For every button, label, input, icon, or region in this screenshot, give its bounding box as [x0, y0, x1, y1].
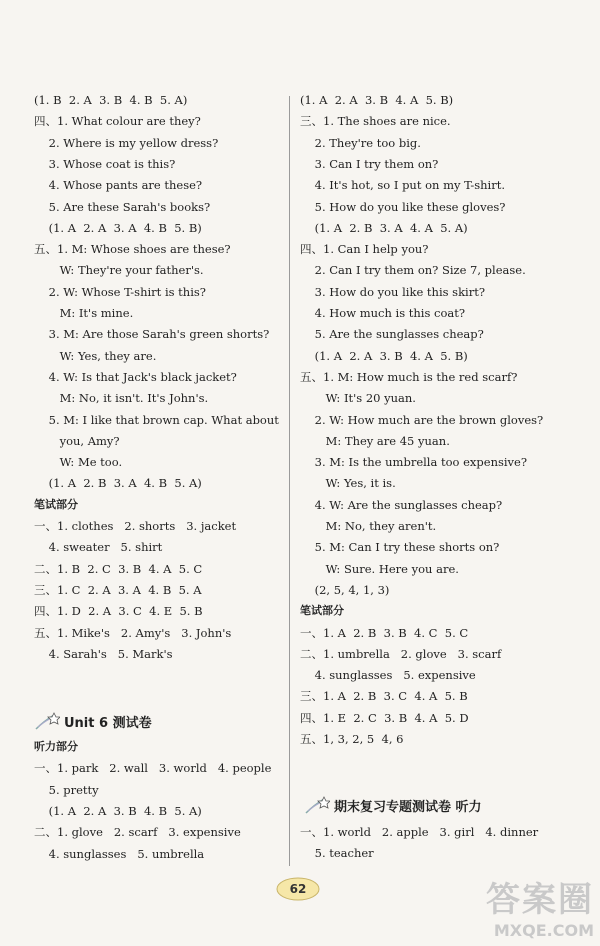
answer-line: W: Yes, it is.: [300, 476, 396, 491]
answer-line: 五、1. M: How much is the red scarf?: [300, 369, 518, 384]
site-watermark: [486, 872, 594, 940]
answer-line: (1. A 2. B 3. A 4. B 5. A): [34, 476, 202, 491]
final-review-heading: [304, 795, 482, 815]
answer-line: 3. Whose coat is this?: [34, 156, 176, 171]
watermark-url: MXQE.COM: [493, 921, 594, 940]
answer-line: 听力部分: [34, 740, 78, 753]
answer-line: 3. M: Are those Sarah's green shorts?: [34, 327, 270, 342]
answer-line: 五、1. Mike's 2. Amy's 3. John's: [34, 625, 232, 640]
answer-line: 四、1. What colour are they?: [34, 114, 201, 129]
answer-line: W: Me too.: [34, 455, 123, 470]
answer-line: 3. How do you like this skirt?: [300, 284, 486, 299]
answer-line: 4. sunglasses 5. umbrella: [34, 846, 205, 861]
answer-line: 4. How much is this coat?: [300, 306, 466, 320]
answer-line: 4. W: Is that Jack's black jacket?: [34, 369, 237, 384]
answer-line: W: They're your father's.: [34, 263, 204, 278]
answer-line: W: Yes, they are.: [34, 348, 157, 363]
answer-line: 一、1. clothes 2. shorts 3. jacket: [34, 519, 237, 533]
page-number: [275, 876, 321, 902]
answer-line: 三、1. A 2. B 3. C 4. A 5. B: [300, 689, 468, 704]
answer-line: 四、1. E 2. C 3. B 4. A 5. D: [300, 710, 469, 725]
unit6-heading: [34, 711, 152, 731]
answer-line: 3. Can I try them on?: [300, 156, 439, 171]
answer-line: 三、1. C 2. A 3. A 4. B 5. A: [34, 582, 202, 597]
answer-line: 4. Whose pants are these?: [34, 178, 203, 193]
background-watermark: [250, 580, 271, 650]
answer-line: 三、1. The shoes are nice.: [300, 114, 451, 129]
watermark-logo-text: 答案圈: [486, 880, 594, 920]
answer-line: (2, 5, 4, 1, 3): [300, 582, 390, 597]
answer-line: 4. Sarah's 5. Mark's: [34, 646, 173, 661]
answer-line: 二、1. umbrella 2. glove 3. scarf: [300, 646, 502, 661]
answer-line: 5. teacher: [300, 846, 374, 861]
answer-line: 二、1. glove 2. scarf 3. expensive: [34, 825, 241, 840]
answer-line: M: No, it isn't. It's John's.: [34, 391, 209, 406]
answer-line: 一、1. park 2. wall 3. world 4. people: [34, 761, 272, 776]
answer-line: M: It's mine.: [34, 306, 134, 320]
answer-line: 五、1. M: Whose shoes are these?: [34, 242, 231, 257]
answer-line: 一、1. A 2. B 3. B 4. C 5. C: [300, 625, 469, 640]
answer-line: (1. A 2. A 3. B 4. A 5. B): [300, 93, 454, 107]
answer-line: 二、1. B 2. C 3. B 4. A 5. C: [34, 561, 203, 576]
answer-line: 4. sunglasses 5. expensive: [300, 668, 476, 683]
answer-line: W: It's 20 yuan.: [300, 391, 416, 406]
answer-line: 五、1, 3, 2, 5 4, 6: [300, 732, 404, 746]
shooting-star-icon: [34, 711, 60, 731]
answer-line: 5. M: I like that brown cap. What about: [34, 412, 279, 427]
answer-line: 一、1. world 2. apple 3. girl 4. dinner: [300, 825, 539, 839]
page-number-text: 62: [289, 882, 307, 896]
answer-line: 4. sweater 5. shirt: [34, 540, 163, 555]
answer-line: 2. Can I try them on? Size 7, please.: [300, 263, 526, 278]
answer-line: 4. W: Are the sunglasses cheap?: [300, 497, 503, 512]
answer-line: 笔试部分: [34, 497, 78, 511]
answer-line: 5. pretty: [34, 782, 99, 797]
answer-line: (1. A 2. A 3. B 4. B 5. A): [34, 803, 202, 818]
answer-line: 3. M: Is the umbrella too expensive?: [300, 455, 528, 470]
answer-line: (1. A 2. A 3. A 4. B 5. B): [34, 220, 202, 235]
answer-line: 笔试部分: [300, 604, 344, 618]
answer-line: 四、1. Can I help you?: [300, 242, 429, 257]
answer-line: 2. W: Whose T-shirt is this?: [34, 284, 206, 299]
final-review-heading-text: 期末复习专题测试卷 听力: [334, 799, 482, 815]
answer-line: (1. B 2. A 3. B 4. B 5. A): [34, 93, 188, 107]
answer-line: you, Amy?: [34, 433, 120, 448]
answer-line: M: They are 45 yuan.: [300, 433, 450, 448]
answer-line: 四、1. D 2. A 3. C 4. E 5. B: [34, 604, 203, 619]
answer-line: 2. They're too big.: [300, 135, 421, 150]
answer-line: 2. W: How much are the brown gloves?: [300, 412, 544, 427]
answer-line: 5. M: Can I try these shorts on?: [300, 540, 500, 555]
unit6-heading-text: Unit 6 测试卷: [64, 715, 152, 731]
answer-line: 5. Are the sunglasses cheap?: [300, 327, 484, 342]
answer-line: 2. Where is my yellow dress?: [34, 135, 219, 150]
answer-line: 5. Are these Sarah's books?: [34, 199, 211, 214]
answer-line: (1. A 2. A 3. B 4. A 5. B): [300, 348, 468, 363]
answer-line: W: Sure. Here you are.: [300, 561, 459, 576]
answer-line: 5. How do you like these gloves?: [300, 199, 506, 214]
answer-line: 4. It's hot, so I put on my T-shirt.: [300, 178, 505, 193]
answer-line: (1. A 2. B 3. A 4. A 5. A): [300, 220, 468, 235]
answer-line: M: No, they aren't.: [300, 519, 437, 533]
column-divider: [289, 96, 290, 866]
shooting-star-icon: [304, 795, 330, 815]
